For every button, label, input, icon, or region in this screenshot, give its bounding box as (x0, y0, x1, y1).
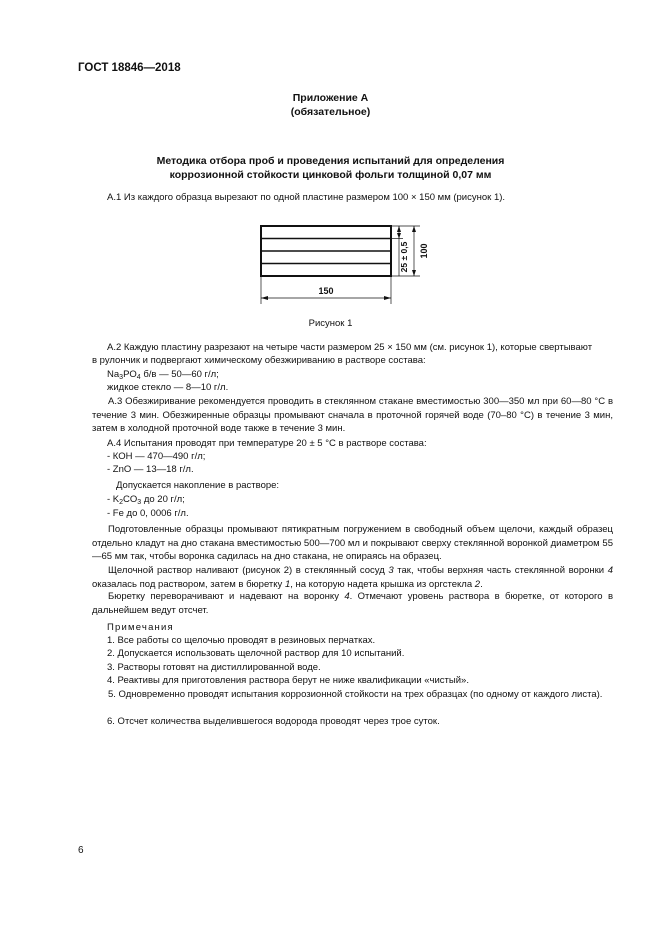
document-title-line-1: Методика отбора проб и проведения испытаний для определения (156, 155, 505, 167)
reagent-zno: - ZnO — 13—18 г/л. (107, 464, 194, 475)
figure-1-caption: Рисунок 1 (308, 318, 353, 329)
item-ref: 1 (284, 578, 291, 590)
note-5: 5. Одновременно проводят испытания коррозионной стойкости на трех образцах (по одному от каждого листа). (108, 689, 603, 700)
annex-subtitle: (обязательное) (290, 106, 371, 118)
annex-title: Приложение А (292, 92, 369, 104)
text-run: оказалась под раствором, затем в бюретку (92, 578, 285, 590)
formula-part: до 20 г/л; (141, 494, 185, 505)
reagent-liquid-glass: жидкое стекло — 8—10 г/л. (107, 382, 229, 393)
note-4: 4. Реактивы для приготовления раствора берут не ниже квалификации «чистый». (107, 675, 469, 686)
item-ref: 4 (607, 565, 614, 576)
reagent-sodium-phosphate (107, 368, 219, 382)
formula-part: CO (123, 494, 138, 505)
formula-subscript: 3 (119, 374, 124, 381)
formula-part: Na (107, 369, 120, 380)
arrowhead (397, 233, 401, 239)
standard-header: ГОСТ 18846—2018 (78, 62, 181, 74)
clause-a2-line-2: в рулончик и подвергают химическому обезжириванию в растворе состава: (92, 355, 426, 366)
document-title-line-2: коррозионной стойкости цинковой фольги толщиной 0,07 мм (169, 169, 492, 181)
formula-part: б/в — 50—60 г/л; (140, 369, 219, 380)
item-ref: 4 (344, 591, 350, 602)
text-run: . (480, 578, 483, 590)
text-run: так, чтобы верхняя часть стеклянной воронки (393, 565, 608, 576)
arrowhead (384, 296, 391, 300)
clause-a3: А.3 Обезжиривание рекомендуется проводить в стеклянном стакане вместимостью 300—350 мл при 60—80 °С в течение 3 мин. Обезжиренные образцы промывают сначала в проточной горячей воде (70–80 °С) в течение 3 мин, затем в холодной проточной воде также в течение 3 мин. (92, 396, 613, 435)
height-dimension-label: 100 (419, 243, 429, 259)
document-title (0, 154, 661, 182)
text-run: , на которую надета крышка из оргстекла (290, 578, 475, 590)
text-run: Щелочной раствор наливают (рисунок 2) в стеклянный сосуд (108, 565, 389, 576)
reagent-koh: - КОН — 470—490 г/л; (107, 451, 206, 462)
formula-part: - K (107, 494, 120, 505)
clause-a2-line-1: А.2 Каждую пластину разрезают на четыре части размером 25 × 150 мм (см. рисунок 1), которые свертывают (107, 342, 593, 353)
arrowhead (397, 226, 401, 232)
strip-dimension-label: 25 ± 0,5 (399, 241, 409, 273)
item-ref: 3 (388, 565, 394, 576)
arrowhead (412, 270, 416, 276)
width-dimension-label: 150 (318, 286, 334, 296)
arrowhead (412, 226, 416, 232)
text-run: Бюретку переворачивают и надевают на воронку (108, 591, 345, 602)
paragraph-washing: Подготовленные образцы промывают пятикратным погружением в свободный объем щелочи, каждый образец отдельно кладут на дно стакана вместимостью 500—700 мл и покрывают сверху стеклянной воронкой диаметром 55—65 мм так, чтобы воронка садилась на дно стакана, не опираясь на образец. (92, 524, 613, 563)
accumulation-allowed: Допускается накопление в растворе: (116, 480, 280, 491)
clause-a1: А.1 Из каждого образца вырезают по одной пластине размером 100 × 150 мм (рисунок 1). (107, 192, 506, 203)
item-ref: 2 (474, 578, 481, 590)
text-run: . Отмечают уровень раствора в бюретке, от которого в дальнейшем ведут отсчет. (92, 591, 613, 616)
note-3: 3. Растворы готовят на дистиллированной воде. (107, 662, 321, 673)
formula-subscript: 4 (136, 374, 141, 381)
annex-heading (0, 91, 661, 119)
note-6: 6. Отсчет количества выделившегося водорода проводят через трое суток. (107, 716, 440, 727)
formula-subscript: 3 (137, 499, 142, 506)
figure-1-drawing (0, 212, 661, 322)
clause-a4-intro: А.4 Испытания проводят при температуре 20 ± 5 °С в растворе состава: (107, 438, 427, 449)
note-2: 2. Допускается использовать щелочной раствор для 10 испытаний. (107, 648, 405, 659)
paragraph-burette (92, 590, 613, 617)
reagent-potassium-carbonate (107, 493, 185, 507)
page-number: 6 (78, 845, 84, 856)
formula-part: PO (123, 369, 137, 380)
paragraph-pouring (92, 564, 613, 591)
arrowhead (261, 296, 268, 300)
notes-heading: Примечания (107, 622, 174, 633)
formula-subscript: 2 (119, 499, 124, 506)
reagent-iron: - Fe до 0, 0006 г/л. (107, 508, 189, 519)
note-1: 1. Все работы со щелочью проводят в резиновых перчатках. (107, 635, 376, 646)
